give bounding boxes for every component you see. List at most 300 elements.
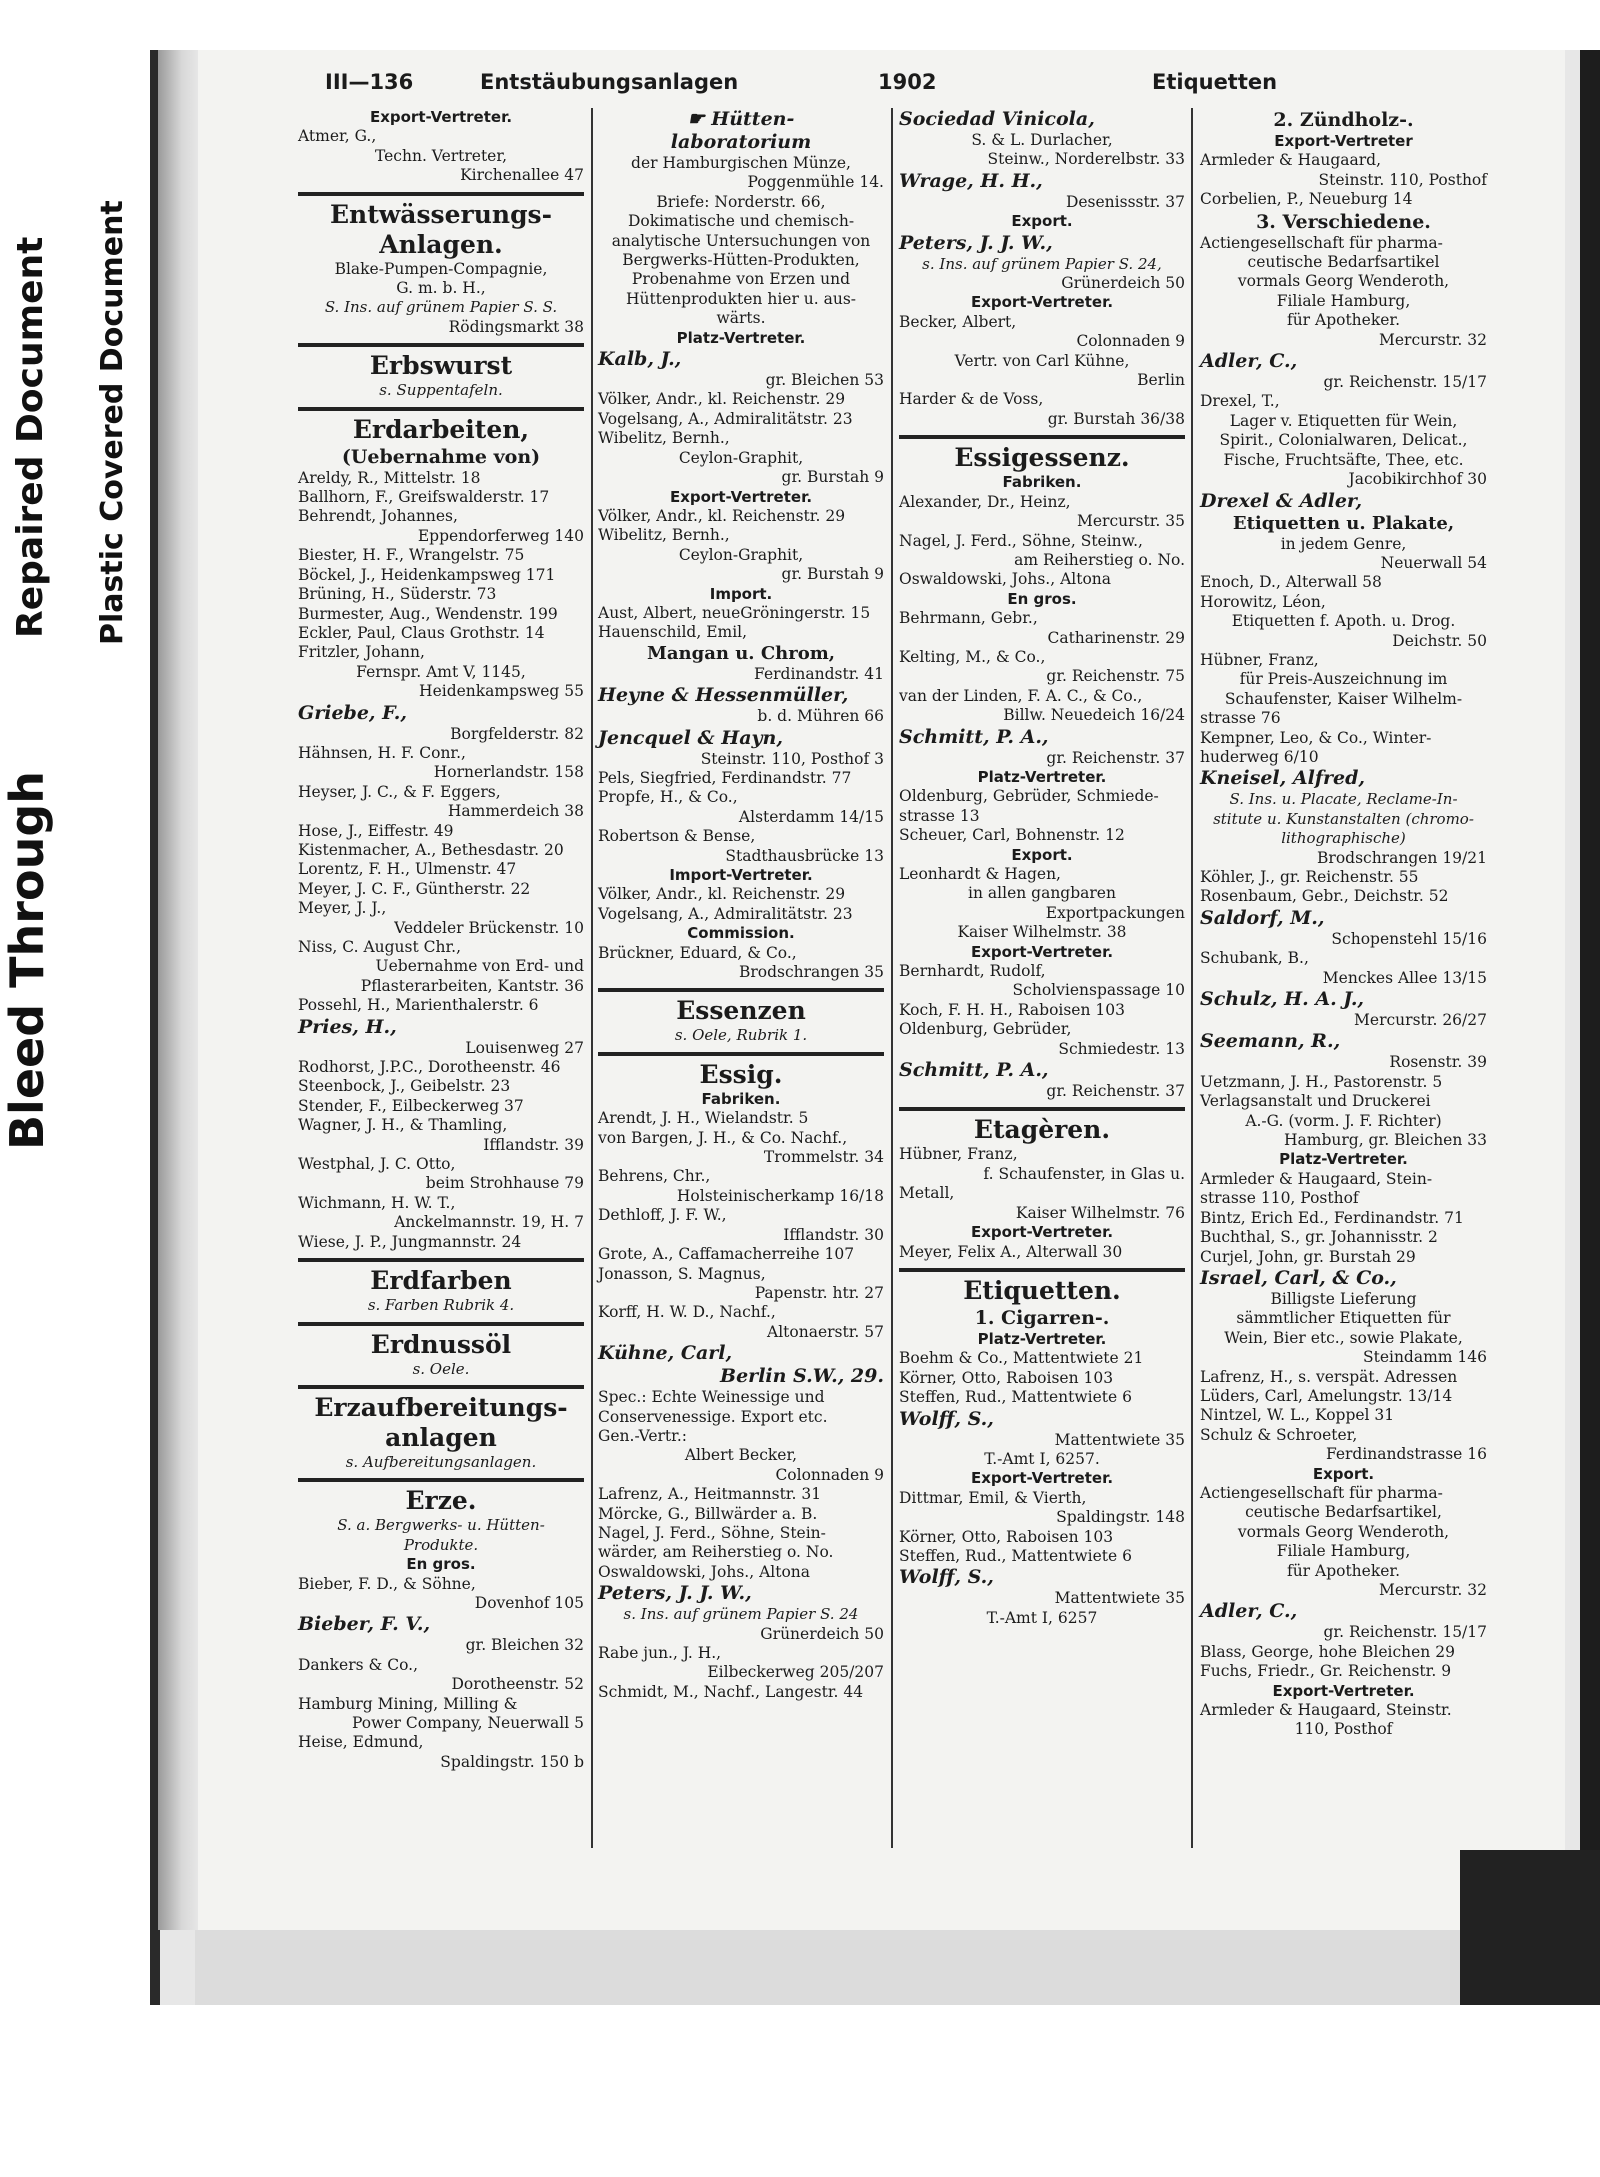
directory-entry: Buchthal, S., gr. Johannisstr. 2	[1200, 1228, 1438, 1247]
entry-detail: ceutische Bedarfsartikel,	[1245, 1503, 1442, 1522]
category-subheading: 1. Cigarren-.	[974, 1306, 1110, 1329]
column-divider	[1191, 108, 1193, 1848]
featured-firm: laboratorium	[670, 131, 812, 153]
entry-address: gr. Reichenstr. 15/17	[1323, 373, 1487, 392]
featured-firm: Sociedad Vinicola,	[899, 108, 1095, 130]
directory-entry: Ballhorn, F., Greifswalderstr. 17	[298, 488, 550, 507]
subheading: Platz-Vertreter.	[1279, 1150, 1408, 1169]
directory-entry: Spec.: Echte Weinessige und	[598, 1388, 825, 1407]
featured-firm: Berlin S.W., 29.	[720, 1365, 884, 1388]
column-3	[899, 108, 1185, 1628]
subheading: Export-Vertreter	[1274, 132, 1413, 150]
directory-entry: Hamburg Mining, Milling &	[298, 1694, 518, 1713]
entry-address: gr. Reichenstr. 75	[1046, 667, 1185, 686]
column-4	[1200, 108, 1487, 1740]
entry-address: Kirchenallee 47	[460, 166, 584, 185]
directory-entry: Kelting, M., & Co.,	[899, 647, 1046, 666]
directory-entry: Oldenburg, Gebrüder, Schmiede-	[899, 787, 1159, 806]
section-rule	[899, 1107, 1185, 1111]
entry-address: Dovenhof 105	[474, 1593, 584, 1612]
section-rule	[298, 1385, 584, 1389]
subheading: Commission.	[687, 924, 795, 943]
entry-detail: Bergwerks-Hütten-Produkten,	[622, 251, 860, 270]
cross-reference: S. a. Bergwerks- u. Hütten-	[337, 1516, 545, 1535]
category-heading: Entwässerungs-	[329, 199, 552, 229]
directory-entry: Böckel, J., Heidenkampsweg 171	[298, 565, 556, 584]
entry-address: Uebernahme von Erd- und	[375, 957, 584, 976]
entry-address: gr. Reichenstr. 15/17	[1323, 1623, 1487, 1642]
directory-entry: Uetzmann, J. H., Pastorenstr. 5	[1200, 1072, 1443, 1091]
subheading: Import-Vertreter.	[669, 866, 813, 884]
entry-detail: sämmtlicher Etiquetten für	[1236, 1309, 1451, 1328]
directory-entry: Mörcke, G., Billwärder a. B.	[598, 1504, 818, 1523]
directory-entry: wärder, am Reiherstieg o. No.	[598, 1543, 834, 1562]
subheading: Export.	[1011, 212, 1073, 231]
directory-entry: Gen.-Vertr.:	[598, 1426, 688, 1445]
directory-entry: Oswaldowski, Johs., Altona	[598, 1562, 811, 1581]
page-edge	[1580, 50, 1600, 2005]
entry-detail: Spirit., Colonialwaren, Delicat.,	[1219, 431, 1468, 450]
cross-reference: S. Ins. u. Placate, Reclame-In-	[1229, 790, 1458, 809]
entry-detail: Fernspr. Amt V, 1145,	[356, 662, 526, 681]
entry-address: Menckes Allee 13/15	[1322, 968, 1487, 987]
featured-firm: Kneisel, Alfred,	[1200, 767, 1365, 790]
directory-entry: Niss, C. August Chr.,	[298, 938, 462, 956]
directory-entry: strasse 76	[1200, 709, 1281, 728]
directory-entry: Koch, F. H. H., Raboisen 103	[899, 1000, 1125, 1019]
entry-detail: vormals Georg Wenderoth,	[1237, 1522, 1450, 1541]
directory-entry: Corbelien, P., Neueburg 14	[1200, 190, 1413, 209]
entry-detail: 110, Posthof	[1294, 1720, 1393, 1739]
directory-entry: Robertson & Bense,	[598, 827, 756, 846]
entry-address: Mattentwiete 35	[1054, 1589, 1185, 1608]
entry-address: Billw. Neuedeich 16/24	[1003, 706, 1185, 725]
subheading: Import.	[709, 584, 773, 603]
directory-entry: Armleder & Haugaard,	[1200, 151, 1381, 170]
directory-entry: Meyer, Felix A., Alterwall 30	[899, 1242, 1123, 1261]
directory-entry: Bintz, Erich Ed., Ferdinandstr. 71	[1200, 1208, 1464, 1227]
subheading: Fabriken.	[1002, 473, 1082, 492]
directory-entry: Hose, J., Eiffestr. 49	[298, 821, 454, 840]
entry-address: b. d. Mühren 66	[757, 707, 884, 726]
directory-entry: Grote, A., Caffamacherreihe 107	[598, 1245, 855, 1264]
section-rule	[298, 1258, 584, 1262]
entry-detail: Techn. Vertreter,	[374, 146, 507, 165]
entry-address: Berlin	[1137, 371, 1185, 390]
directory-entry: Brüning, H., Süderstr. 73	[298, 585, 497, 604]
directory-entry: Schulz & Schroeter,	[1200, 1425, 1358, 1444]
directory-entry: Behrens, Chr.,	[598, 1167, 711, 1186]
column-2	[598, 108, 884, 1702]
directory-entry: Hauenschild, Emil,	[598, 623, 748, 642]
section-rule	[899, 435, 1185, 439]
directory-entry: Heise, Edmund,	[298, 1733, 424, 1752]
side-labels	[0, 150, 150, 1150]
directory-entry: Fritzler, Johann,	[298, 643, 425, 662]
entry-detail: T.-Amt I, 6257.	[984, 1449, 1100, 1468]
section-rule	[899, 1268, 1185, 1272]
entry-detail: Schaufenster, Kaiser Wilhelm-	[1224, 689, 1463, 708]
entry-address: Mercurstr. 26/27	[1354, 1011, 1487, 1030]
directory-entry: Boehm & Co., Mattentwiete 21	[899, 1349, 1144, 1368]
entry-detail: wärts.	[716, 309, 766, 328]
entry-address: Scholvienspassage 10	[1012, 981, 1185, 1000]
entry-detail: Etiquetten f. Apoth. u. Drog.	[1231, 612, 1456, 631]
entry-address: Ferdinandstr. 41	[754, 664, 884, 683]
directory-entry: Stender, F., Eilbeckerweg 37	[298, 1096, 524, 1115]
entry-address: Rosenstr. 39	[1389, 1053, 1487, 1072]
entry-address: Mattentwiete 35	[1054, 1430, 1185, 1449]
category-heading: Erdfarben	[370, 1266, 512, 1296]
category-heading: Erdarbeiten,	[352, 414, 530, 444]
category-heading: Anlagen.	[379, 229, 503, 259]
entry-detail: T.-Amt I, 6257	[986, 1608, 1098, 1627]
section-rule	[598, 1052, 884, 1056]
directory-entry: Nagel, J. Ferd., Söhne, Steinw.,	[899, 531, 1143, 550]
directory-entry: Vogelsang, A., Admiralitätstr. 23	[598, 904, 853, 923]
entry-detail: A.-G. (vorm. J. F. Richter)	[1245, 1111, 1442, 1130]
directory-entry: Wibelitz, Bernh.,	[598, 429, 730, 448]
directory-entry: Dethloff, J. F. W.,	[598, 1206, 727, 1225]
entry-address: gr. Burstah 9	[781, 468, 884, 487]
featured-firm: ☛ Hütten-	[687, 108, 795, 130]
cross-reference: s. Oele.	[412, 1359, 470, 1378]
subheading: Export-Vertreter.	[1272, 1681, 1415, 1700]
column-divider	[891, 108, 893, 1848]
section-rule	[298, 343, 584, 347]
entry-detail: Lager v. Etiquetten für Wein,	[1229, 411, 1458, 430]
entry-address: Eppendorferweg 140	[417, 526, 584, 545]
paper-margin-bottom	[195, 1930, 1565, 2005]
directory-entry: Körner, Otto, Raboisen 103	[899, 1527, 1114, 1546]
cross-reference: stitute u. Kunstanstalten (chromo-	[1213, 809, 1474, 828]
directory-entry: Kempner, Leo, & Co., Winter-	[1200, 728, 1432, 747]
column-1	[298, 108, 584, 1772]
entry-address: Power Company, Neuerwall 5	[351, 1713, 584, 1732]
entry-address: Pflasterarbeiten, Kantstr. 36	[360, 976, 584, 995]
category-heading: Erbswurst	[369, 351, 513, 381]
entry-detail: für Apotheker.	[1286, 1561, 1401, 1580]
right-topic: Etiquetten	[1152, 70, 1278, 94]
directory-entry: Dittmar, Emil, & Vierth,	[899, 1488, 1087, 1507]
directory-entry: Harder & de Voss,	[899, 390, 1044, 409]
category-heading: anlagen	[385, 1422, 497, 1452]
section-rule	[298, 192, 584, 196]
entry-address: Ifflandstr. 30	[783, 1225, 884, 1244]
entry-detail: Vertr. von Carl Kühne,	[954, 351, 1130, 370]
category-heading: Essenzen	[676, 996, 806, 1026]
category-heading: Erzaufbereitungs-	[314, 1392, 568, 1422]
entry-address: Schmiedestr. 13	[1058, 1039, 1185, 1058]
entry-address: Trommelstr. 34	[763, 1148, 884, 1167]
featured-firm: Wolff, S.,	[899, 1407, 994, 1430]
column-divider	[591, 108, 593, 1848]
featured-firm: Israel, Carl, & Co.,	[1200, 1266, 1397, 1289]
directory-entry: Atmer, G.,	[298, 127, 377, 146]
entry-address: Papenstr. htr. 27	[754, 1283, 884, 1302]
directory-entry: Arendt, J. H., Wielandstr. 5	[598, 1109, 809, 1128]
directory-entry: Heyser, J. C., & F. Eggers,	[298, 782, 501, 801]
cross-reference: s. Farben Rubrik 4.	[367, 1296, 515, 1315]
directory-entry: Burmester, Aug., Wendenstr. 199	[298, 604, 558, 623]
entry-address: Veddeler Brückenstr. 10	[394, 918, 584, 937]
directory-entry: Westphal, J. C. Otto,	[298, 1155, 456, 1174]
directory-entry: Areldy, R., Mittelstr. 18	[298, 468, 481, 487]
directory-entry: Becker, Albert,	[899, 312, 1017, 331]
entry-address: Stadthausbrücke 13	[725, 846, 884, 865]
directory-entry: Propfe, H., & Co.,	[598, 788, 738, 807]
directory-entry: Dankers & Co.,	[298, 1655, 419, 1674]
entry-address: Eilbeckerweg 205/207	[707, 1663, 884, 1682]
entry-address: Schopenstehl 15/16	[1331, 929, 1487, 948]
year: 1902	[878, 70, 937, 94]
directory-entry: van der Linden, F. A. C., & Co.,	[899, 686, 1143, 705]
entry-detail: in jedem Genre,	[1280, 534, 1407, 553]
entry-address: gr. Reichenstr. 37	[1046, 1082, 1185, 1101]
category-heading: Etiquetten.	[963, 1275, 1121, 1305]
directory-entry: Meyer, J. J.,	[298, 899, 387, 918]
entry-detail: Kaiser Wilhelmstr. 38	[957, 923, 1127, 942]
entry-address: Spaldingstr. 148	[1056, 1508, 1185, 1527]
featured-firm: Seemann, R.,	[1200, 1030, 1341, 1053]
subheading: Export.	[1011, 845, 1073, 864]
subheading: Export-Vertreter.	[970, 1469, 1114, 1488]
featured-firm: Heyne & Hessenmüller,	[598, 684, 849, 707]
directory-entry: Metall,	[899, 1184, 955, 1203]
entry-detail: Filiale Hamburg,	[1276, 291, 1411, 310]
directory-entry: Hähnsen, H. F. Conr.,	[298, 743, 466, 762]
category-subheading: (Uebernahme von)	[341, 445, 541, 468]
directory-entry: Hübner, Franz,	[899, 1145, 1018, 1164]
directory-entry: Verlagsanstalt und Druckerei	[1200, 1092, 1431, 1111]
subheading: Export-Vertreter.	[970, 293, 1114, 312]
directory-entry: Wiese, J. P., Jungmannstr. 24	[298, 1232, 522, 1251]
category-heading: Erdnussöl	[370, 1329, 512, 1359]
section-rule	[298, 407, 584, 411]
label-bleed-through: Bleed Through	[0, 770, 54, 1150]
directory-entry: Possehl, H., Marienthalerstr. 6	[298, 996, 539, 1015]
directory-entry: Rosenbaum, Gebr., Deichstr. 52	[1200, 887, 1449, 906]
entry-address: Ferdinandstrasse 16	[1325, 1445, 1487, 1464]
directory-entry: Nagel, J. Ferd., Söhne, Stein-	[598, 1523, 826, 1542]
entry-detail: Blake-Pumpen-Compagnie,	[334, 259, 548, 278]
scan-shadow	[1460, 1850, 1600, 2005]
entry-address: Steinstr. 110, Posthof 3	[700, 749, 884, 768]
entry-detail: Wein, Bier etc., sowie Plakate,	[1224, 1328, 1463, 1347]
category-heading: Etagèren.	[973, 1115, 1111, 1145]
directory-entry: Körner, Otto, Raboisen 103	[899, 1368, 1114, 1387]
entry-address: Poggenmühle 14.	[747, 173, 884, 192]
entry-address: Dorotheenstr. 52	[451, 1675, 584, 1694]
featured-firm: Wrage, H. H.,	[899, 169, 1043, 192]
entry-detail: Briefe: Norderstr. 66,	[656, 192, 826, 211]
entry-detail: Hüttenprodukten hier u. aus-	[625, 289, 857, 308]
featured-firm: Jencquel & Hayn,	[598, 726, 783, 749]
entry-address: Steinw., Norderelbstr. 33	[987, 150, 1185, 169]
cross-reference: Produkte.	[403, 1535, 479, 1554]
subheading: Platz-Vertreter.	[676, 328, 806, 347]
directory-entry: Actiengesellschaft für pharma-	[1200, 1483, 1443, 1502]
category-subheading: 2. Zündholz-.	[1273, 109, 1414, 131]
entry-address: Hammerdeich 38	[447, 802, 584, 821]
entry-detail: G. m. b. H.,	[396, 279, 486, 298]
entry-address: Holsteinischerkamp 16/18	[676, 1186, 884, 1205]
entry-address: Anckelmannstr. 19, H. 7	[394, 1213, 584, 1232]
cross-reference: S. Ins. auf grünem Papier S. S.	[324, 298, 558, 317]
entry-address: Alsterdamm 14/15	[738, 807, 884, 826]
directory-entry: Aust, Albert, neueGröningerstr. 15	[598, 603, 871, 622]
subheading: Export.	[1312, 1464, 1375, 1483]
subheading: En gros.	[1007, 589, 1077, 608]
category-heading: Essig.	[699, 1059, 783, 1089]
entry-detail: analytische Untersuchungen von	[611, 231, 871, 250]
directory-entry: Armleder & Haugaard, Stein-	[1200, 1169, 1433, 1188]
featured-firm: Schmitt, P. A.,	[899, 1059, 1049, 1082]
entry-address: f. Schaufenster, in Glas u.	[983, 1164, 1185, 1183]
directory-entry: Enoch, D., Alterwall 58	[1200, 573, 1382, 592]
entry-address: Colonnaden 9	[775, 1465, 884, 1484]
category-subheading: 3. Verschiedene.	[1256, 210, 1431, 233]
subheading: Export-Vertreter.	[970, 942, 1114, 961]
directory-entry: Oswaldowski, Johs., Altona	[899, 570, 1112, 589]
subheading: Export-Vertreter.	[369, 108, 513, 126]
featured-firm: Kühne, Carl,	[598, 1342, 733, 1365]
directory-entry: Wibelitz, Bernh.,	[598, 526, 730, 545]
featured-firm: Schmitt, P. A.,	[899, 725, 1049, 748]
entry-address: Steindamm 146	[1362, 1348, 1487, 1367]
directory-entry: Oldenburg, Gebrüder,	[899, 1020, 1072, 1039]
section-rule	[298, 1322, 584, 1326]
entry-address: am Reiherstieg o. No.	[1014, 550, 1185, 569]
entry-address: Steinstr. 110, Posthof	[1318, 170, 1487, 189]
directory-entry: Drexel, T.,	[1200, 392, 1280, 411]
directory-entry: Fuchs, Friedr., Gr. Reichenstr. 9	[1200, 1662, 1452, 1681]
directory-entry: Rodhorst, J.P.C., Dorotheenstr. 46	[298, 1058, 561, 1077]
subheading: Platz-Vertreter.	[977, 1329, 1107, 1348]
directory-entry: Lafrenz, A., Heitmannstr. 31	[598, 1485, 822, 1504]
section-rule	[298, 1478, 584, 1482]
entry-address: Brodschrangen 35	[738, 963, 884, 982]
directory-entry: Conservenessige. Export etc.	[598, 1407, 828, 1426]
directory-entry: Wagner, J. H., & Thamling,	[298, 1116, 508, 1135]
featured-firm: Adler, C.,	[1200, 1600, 1298, 1623]
entry-address: gr. Reichenstr. 37	[1046, 748, 1185, 767]
directory-entry: Schmidt, M., Nachf., Langestr. 44	[598, 1682, 864, 1701]
directory-entry: Behrmann, Gebr.,	[899, 609, 1038, 628]
label-repaired-document: Repaired Document	[10, 236, 51, 638]
entry-detail: Ceylon-Graphit,	[678, 448, 804, 467]
entry-detail: in allen gangbaren	[968, 884, 1116, 903]
directory-entry: Schubank, B.,	[1200, 949, 1309, 968]
entry-detail: vormals Georg Wenderoth,	[1237, 272, 1450, 291]
directory-entry: Curjel, John, gr. Burstah 29	[1200, 1247, 1416, 1266]
directory-entry: Völker, Andr., kl. Reichenstr. 29	[598, 390, 846, 409]
entry-detail: der Hamburgischen Münze,	[631, 154, 851, 172]
entry-address: Colonnaden 9	[1076, 332, 1185, 351]
cross-reference: s. Suppentafeln.	[379, 381, 503, 400]
entry-address: Heidenkampsweg 55	[419, 682, 584, 701]
cross-reference: lithographische)	[1281, 829, 1406, 848]
entry-address: Jacobikirchhof 30	[1348, 470, 1487, 489]
featured-firm: Drexel & Adler,	[1200, 489, 1363, 512]
directory-entry: Lafrenz, H., s. verspät. Adressen	[1200, 1367, 1458, 1386]
entry-address: Grünerdeich 50	[760, 1624, 884, 1643]
featured-firm: Pries, H.,	[298, 1015, 397, 1038]
entry-address: gr. Burstah 36/38	[1047, 409, 1185, 428]
entry-address: beim Strohhause 79	[425, 1174, 584, 1193]
directory-entry: von Bargen, J. H., & Co. Nachf.,	[598, 1128, 848, 1147]
directory-entry: Völker, Andr., kl. Reichenstr. 29	[598, 506, 846, 525]
entry-address: Desenissstr. 37	[1065, 192, 1185, 211]
featured-firm: Adler, C.,	[1200, 350, 1298, 373]
featured-firm: Peters, J. J. W.,	[899, 231, 1053, 254]
entry-address: Hornerlandstr. 158	[433, 763, 584, 782]
directory-entry: Pels, Siegfried, Ferdinandstr. 77	[598, 768, 852, 787]
directory-entry: Bernhardt, Rudolf,	[899, 962, 1046, 981]
entry-address: Mercurstr. 35	[1077, 512, 1185, 531]
entry-address: Exportpackungen	[1045, 903, 1185, 922]
entry-address: Kaiser Wilhelmstr. 76	[1015, 1203, 1185, 1222]
entry-address: Grünerdeich 50	[1061, 274, 1185, 293]
entry-address: gr. Burstah 9	[781, 565, 884, 584]
directory-entry: strasse 110, Posthof	[1200, 1189, 1359, 1208]
entry-address: Ifflandstr. 39	[483, 1135, 584, 1154]
subheading: Platz-Vertreter.	[977, 767, 1107, 786]
directory-entry: Leonhardt & Hagen,	[899, 865, 1061, 883]
directory-entry: Armleder & Haugaard, Steinstr.	[1200, 1701, 1452, 1720]
directory-entry: Blass, George, hohe Bleichen 29	[1200, 1642, 1455, 1661]
directory-entry: Behrendt, Johannes,	[298, 507, 458, 526]
directory-entry: Steffen, Rud., Mattentwiete 6	[899, 1388, 1132, 1407]
featured-firm: Kalb, J.,	[598, 348, 682, 371]
directory-entry: Steffen, Rud., Mattentwiete 6	[899, 1546, 1132, 1565]
cross-reference: s. Aufbereitungsanlagen.	[345, 1452, 537, 1471]
directory-entry: Alexander, Dr., Heinz,	[899, 492, 1071, 511]
directory-entry: Hübner, Franz,	[1200, 650, 1319, 669]
directory-entry: Völker, Andr., kl. Reichenstr. 29	[598, 885, 846, 904]
entry-address: Deichstr. 50	[1392, 631, 1487, 650]
entry-detail: Ceylon-Graphit,	[678, 545, 804, 564]
entry-detail: für Preis-Auszeichnung im	[1239, 670, 1448, 689]
directory-entry: Biester, H. F., Wrangelstr. 75	[298, 546, 525, 565]
featured-firm: Peters, J. J. W.,	[598, 1582, 752, 1605]
entry-detail: Fische, Fruchtsäfte, Thee, etc.	[1223, 450, 1464, 469]
directory-entry: Lorentz, F. H., Ulmenstr. 47	[298, 860, 517, 879]
featured-firm: Griebe, F.,	[298, 701, 407, 724]
directory-entry: Kistenmacher, A., Bethesdastr. 20	[298, 840, 564, 859]
directory-entry: Brückner, Eduard, & Co.,	[598, 943, 797, 962]
book-binding	[158, 50, 198, 1930]
entry-address: Louisenweg 27	[465, 1038, 584, 1057]
entry-address: Rödingsmarkt 38	[448, 317, 584, 336]
directory-entry: Horowitz, Léon,	[1200, 592, 1326, 611]
directory-entry: Korff, H. W. D., Nachf.,	[598, 1303, 776, 1322]
category-heading: Erze.	[405, 1486, 477, 1516]
subheading: Fabriken.	[701, 1089, 781, 1108]
entry-address: Spaldingstr. 150 b	[440, 1752, 584, 1771]
directory-entry: Meyer, J. C. F., Güntherstr. 22	[298, 879, 531, 898]
directory-entry: Scheuer, Carl, Bohnenstr. 12	[899, 826, 1125, 845]
directory-entry: Eckler, Paul, Claus Grothstr. 14	[298, 623, 545, 642]
directory-entry: Steenbock, J., Geibelstr. 23	[298, 1077, 511, 1096]
directory-entry: Köhler, J., gr. Reichenstr. 55	[1200, 868, 1419, 886]
entry-address: Neuerwall 54	[1380, 553, 1487, 572]
entry-detail: für Apotheker.	[1286, 311, 1401, 330]
left-topic: Entstäubungsanlagen	[480, 70, 739, 94]
page-number: III—136	[325, 70, 414, 94]
entry-detail: ceutische Bedarfsartikel	[1247, 253, 1440, 272]
subheading: Export-Vertreter.	[669, 487, 813, 506]
